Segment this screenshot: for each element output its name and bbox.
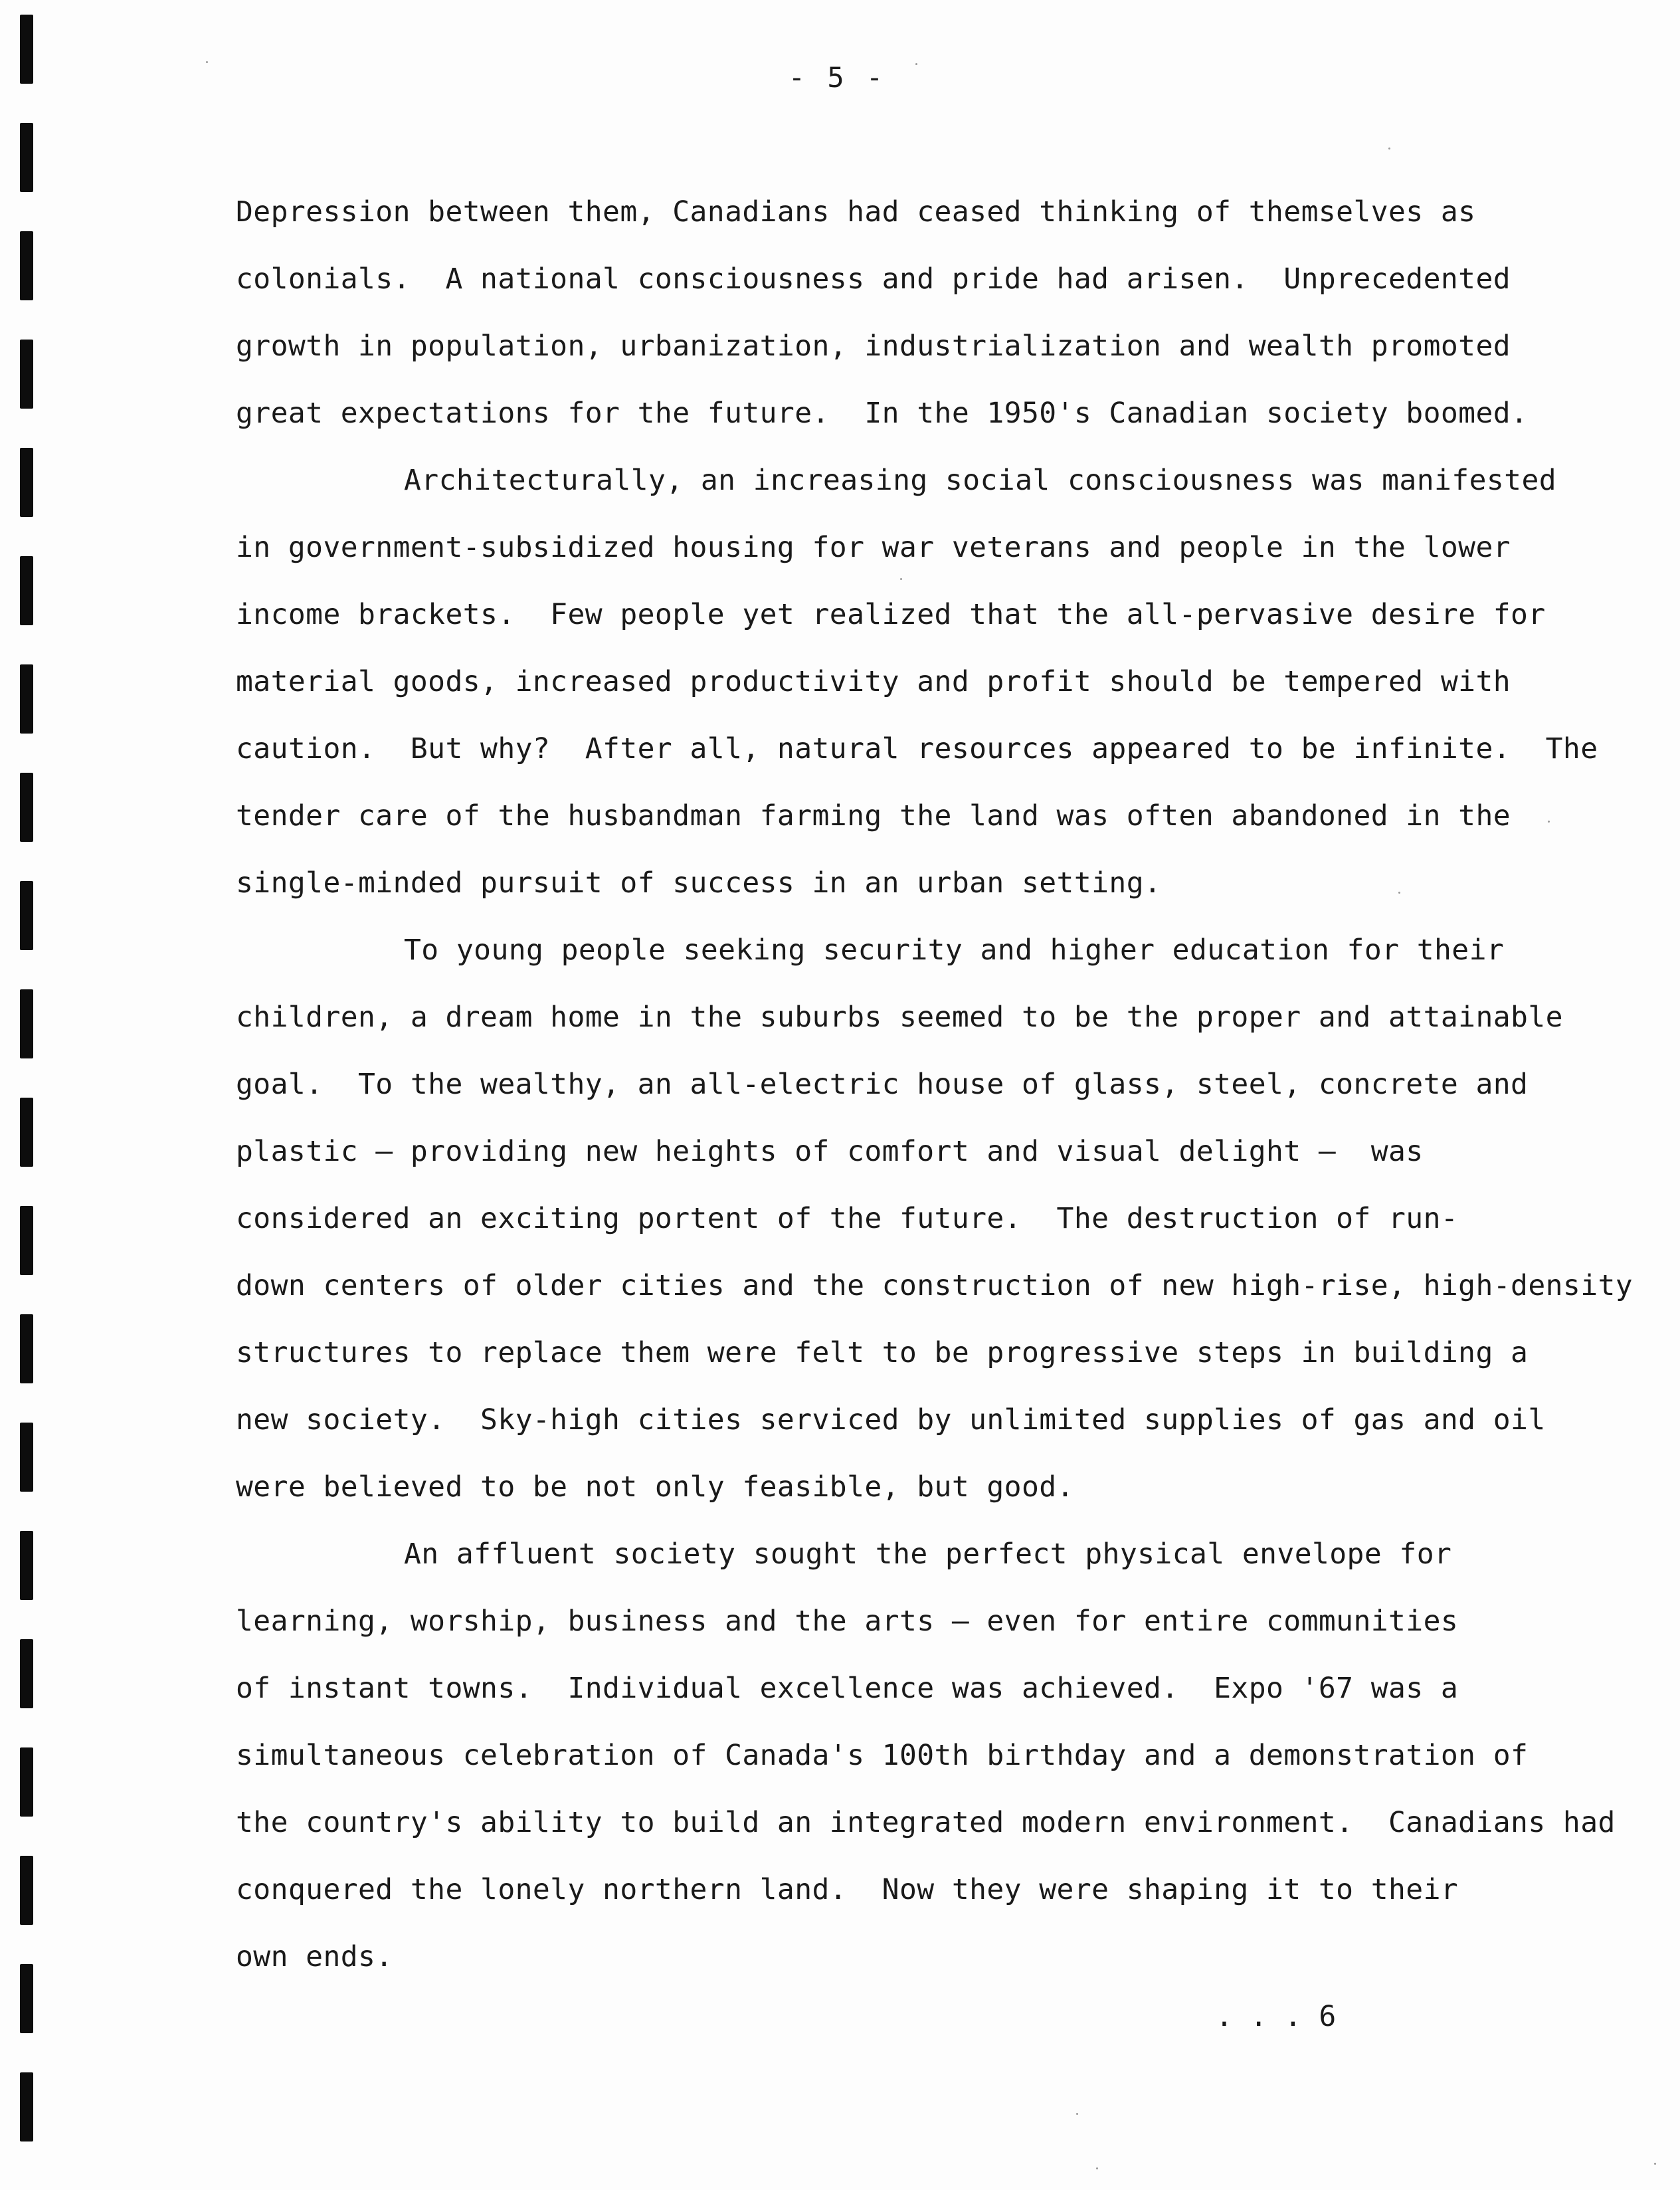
- text-line: the country's ability to build an integrated modern environment. Canadians had: [236, 1806, 1616, 1839]
- binder-hole: [20, 989, 33, 1058]
- binder-hole: [20, 1639, 33, 1708]
- text-line: growth in population, urbanization, industrialization and wealth promoted: [236, 330, 1511, 363]
- text-line: were believed to be not only feasible, but good.: [236, 1470, 1074, 1504]
- text-line: learning, worship, business and the arts — even for entire communities: [236, 1605, 1459, 1638]
- text-line: simultaneous celebration of Canada's 100th birthday and a demonstration of: [236, 1739, 1529, 1772]
- text-line: conquered the lonely northern land. Now they were shaping it to their: [236, 1873, 1459, 1906]
- binder-hole: [20, 15, 33, 84]
- binder-hole: [20, 123, 33, 192]
- text-line: great expectations for the future. In the 1950's Canadian society boomed.: [236, 397, 1529, 430]
- text-line: tender care of the husbandman farming the land was often abandoned in the: [236, 799, 1511, 833]
- binder-hole: [20, 773, 33, 842]
- paper-speck: [206, 61, 208, 63]
- text-line: material goods, increased productivity and profit should be tempered with: [236, 665, 1511, 698]
- text-line: children, a dream home in the suburbs seemed to be the proper and attainable: [236, 1001, 1563, 1034]
- binder-hole: [20, 1531, 33, 1600]
- paper-speck: [1388, 148, 1390, 149]
- paper-speck: [900, 578, 902, 580]
- text-line: single-minded pursuit of success in an urban setting.: [236, 866, 1162, 900]
- text-line: Depression between them, Canadians had ceased thinking of themselves as: [236, 195, 1476, 229]
- text-line: in government-subsidized housing for war veterans and people in the lower: [236, 531, 1511, 564]
- binder-hole: [20, 1098, 33, 1167]
- binder-hole: [20, 1423, 33, 1492]
- paper-speck: [1398, 892, 1400, 894]
- text-line: An affluent society sought the perfect physical envelope for: [404, 1538, 1452, 1571]
- binder-hole: [20, 556, 33, 625]
- paper-speck: [1548, 821, 1550, 823]
- text-line: down centers of older cities and the construction of new high-rise, high-density: [236, 1269, 1633, 1302]
- body-text: [236, 188, 1633, 2000]
- binder-hole: [20, 1964, 33, 2033]
- paragraph: [236, 1530, 1616, 2000]
- text-line: colonials. A national consciousness and pride had arisen. Unprecedented: [236, 262, 1511, 296]
- paper-speck: [1076, 2113, 1078, 2115]
- text-line: own ends.: [236, 1940, 393, 1973]
- paper-speck: [1654, 2163, 1656, 2165]
- text-line: income brackets. Few people yet realized that the all-pervasive desire for: [236, 598, 1546, 631]
- binder-hole: [20, 448, 33, 517]
- text-line: To young people seeking security and higher education for their: [404, 934, 1505, 967]
- paper-speck: [915, 63, 917, 65]
- text-line: considered an exciting portent of the future. The destruction of run-: [236, 1202, 1459, 1235]
- continuation-marker: . . . 6: [1216, 2000, 1337, 2033]
- binder-hole: [20, 1314, 33, 1383]
- binder-hole: [20, 664, 33, 734]
- paragraph: [236, 456, 1604, 926]
- paper-speck: [1096, 2167, 1098, 2169]
- text-line: of instant towns. Individual excellence was achieved. Expo '67 was a: [236, 1672, 1459, 1705]
- paragraph: [236, 188, 1604, 456]
- text-line: plastic — providing new heights of comfort and visual delight — was: [236, 1135, 1424, 1168]
- text-line: new society. Sky-high cities serviced by unlimited supplies of gas and oil: [236, 1403, 1546, 1437]
- text-line: goal. To the wealthy, an all-electric house of glass, steel, concrete and: [236, 1068, 1529, 1101]
- binder-hole: [20, 340, 33, 409]
- binder-hole: [20, 1856, 33, 1925]
- paragraph: [236, 926, 1633, 1530]
- binder-hole: [20, 231, 33, 300]
- page-number: - 5 -: [788, 61, 886, 94]
- text-line: Architecturally, an increasing social consciousness was manifested: [404, 464, 1557, 497]
- binder-hole: [20, 1206, 33, 1275]
- binder-hole: [20, 881, 33, 950]
- binder-hole-strip: [15, 0, 41, 2190]
- text-line: caution. But why? After all, natural resources appeared to be infinite. The: [236, 732, 1598, 765]
- binder-hole: [20, 2072, 33, 2141]
- text-line: structures to replace them were felt to be progressive steps in building a: [236, 1336, 1529, 1369]
- binder-hole: [20, 1747, 33, 1817]
